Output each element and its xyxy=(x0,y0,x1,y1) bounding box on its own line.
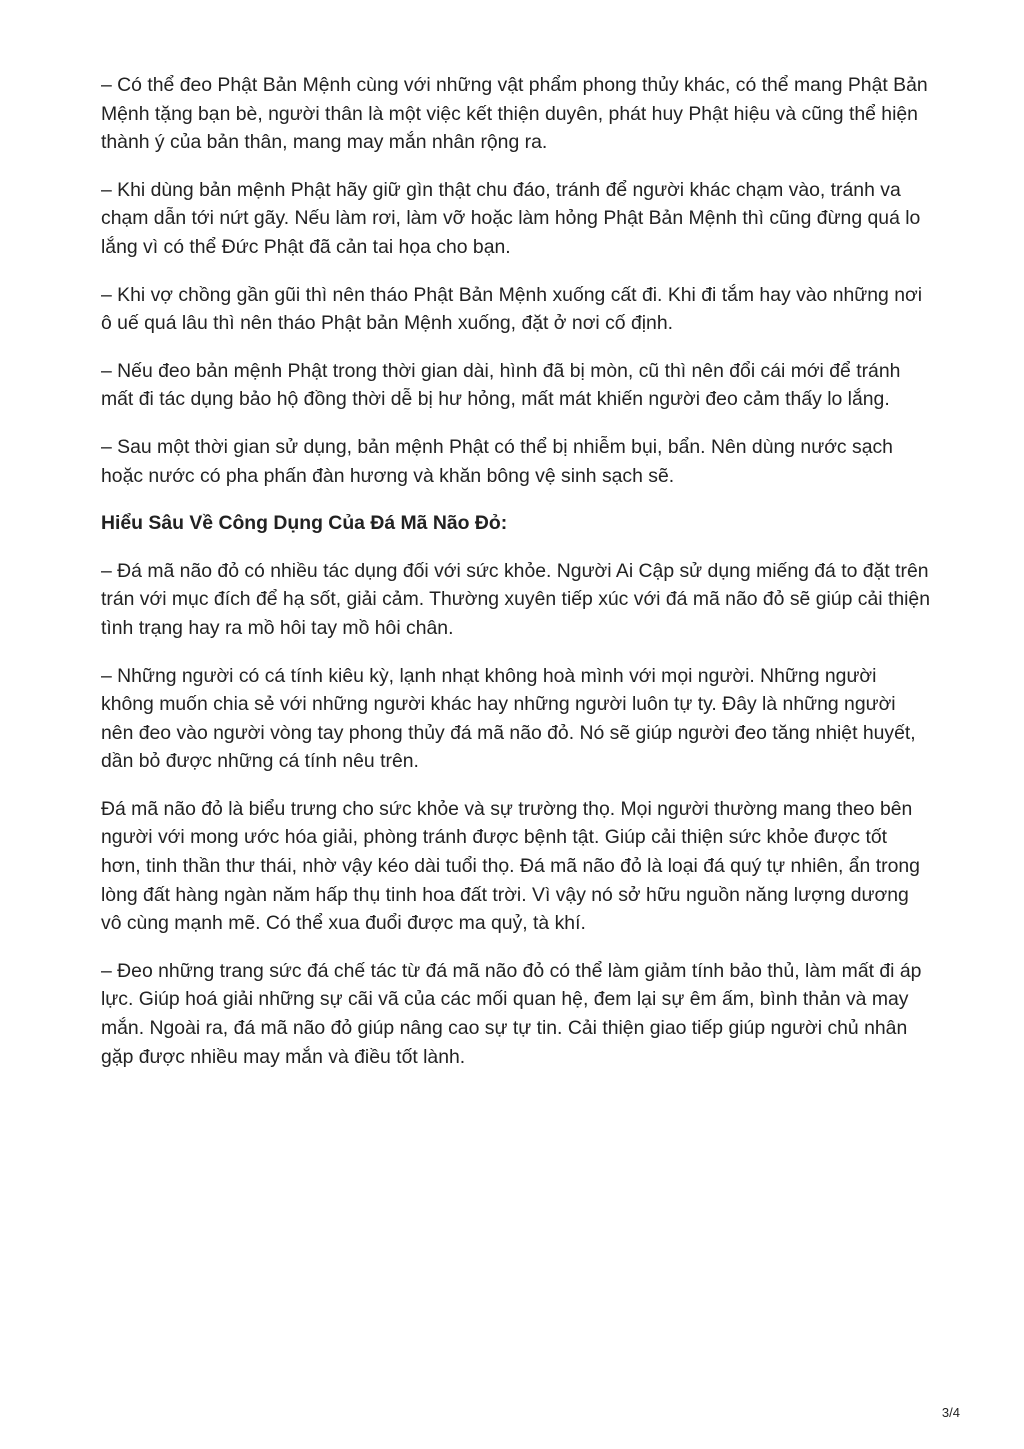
paragraph-jewelry: – Đeo những trang sức đá chế tác từ đá mã não đỏ có thể làm giảm tính bảo thủ, làm mất đi áp lực. Giúp hoá giải những sự cãi vã của các mối quan hệ, đem lại sự êm ấm, bình thản và may mắn. Ngoài ra, đá mã não đỏ giúp nâng cao sự tự tin. Cải thiện giao tiếp giúp người chủ nhân gặp được nhiều may mắn và điều tốt lành. xyxy=(101,959,922,1068)
section-heading: Hiểu Sâu Về Công Dụng Của Đá Mã Não Đỏ: xyxy=(101,512,508,535)
paragraph-cleaning: – Sau một thời gian sử dụng, bản mệnh Phật có thể bị nhiễm bụi, bẩn. Nên dùng nước sạch hoặc nước có pha phấn đàn hương và khăn bông vệ sinh sạch sẽ. xyxy=(101,435,893,487)
paragraph-removal: – Khi vợ chồng gần gũi thì nên tháo Phật Bản Mệnh xuống cất đi. Khi đi tắm hay vào những nơi ô uế quá lâu thì nên tháo Phật bản Mệnh xuống, đặt ở nơi cố định. xyxy=(101,283,923,335)
paragraph-gifting: – Có thể đeo Phật Bản Mệnh cùng với những vật phẩm phong thủy khác, có thể mang Phật Bản Mệnh tặng bạn bè, người thân là một việc kết thiện duyên, phát huy Phật hiệu và cũng thể hiện thành ý của bản thân, mang may mắn nhân rộng ra. xyxy=(101,74,928,154)
document-body xyxy=(101,71,931,1090)
paragraph-care: – Khi dùng bản mệnh Phật hãy giữ gìn thật chu đáo, tránh để người khác chạm vào, tránh va chạm dẫn tới nứt gãy. Nếu làm rơi, làm vỡ hoặc làm hỏng Phật Bản Mệnh thì cũng đừng quá lo lắng vì có thể Đức Phật đã cản tai họa cho bạn. xyxy=(101,178,921,258)
paragraph-personality: – Những người có cá tính kiêu kỳ, lạnh nhạt không hoà mình với mọi người. Những người không muốn chia sẻ với những người khác hay những người luôn tự ty. Đây là những người nên đeo vào người vòng tay phong thủy đá mã não đỏ. Nó sẽ giúp người đeo tăng nhiệt huyết, dần bỏ được những cá tính nêu trên. xyxy=(101,664,916,773)
paragraph-health: – Đá mã não đỏ có nhiều tác dụng đối với sức khỏe. Người Ai Cập sử dụng miếng đá to đặt trên trán với mục đích để hạ sốt, giải cảm. Thường xuyên tiếp xúc với đá mã não đỏ sẽ giúp cải thiện tình trạng hay ra mồ hôi tay mồ hôi chân. xyxy=(101,559,930,639)
paragraph-replacement: – Nếu đeo bản mệnh Phật trong thời gian dài, hình đã bị mòn, cũ thì nên đổi cái mới để tránh mất đi tác dụng bảo hộ đồng thời dễ bị hư hỏng, mất mát khiến người đeo cảm thấy lo lắng. xyxy=(101,359,901,411)
paragraph-longevity: Đá mã não đỏ là biểu trưng cho sức khỏe và sự trường thọ. Mọi người thường mang theo bên người với mong ước hóa giải, phòng tránh được bệnh tật. Giúp cải thiện sức khỏe được tốt hơn, tinh thần thư thái, nhờ vậy kéo dài tuổi thọ. Đá mã não đỏ là loại đá quý tự nhiên, ẩn trong lòng đất hàng ngàn năm hấp thụ tinh hoa đất trời. Vì vậy nó sở hữu nguồn năng lượng dương vô cùng mạnh mẽ. Có thể xua đuổi được ma quỷ, tà khí. xyxy=(101,797,920,935)
page-number: 3/4 xyxy=(941,1405,960,1420)
